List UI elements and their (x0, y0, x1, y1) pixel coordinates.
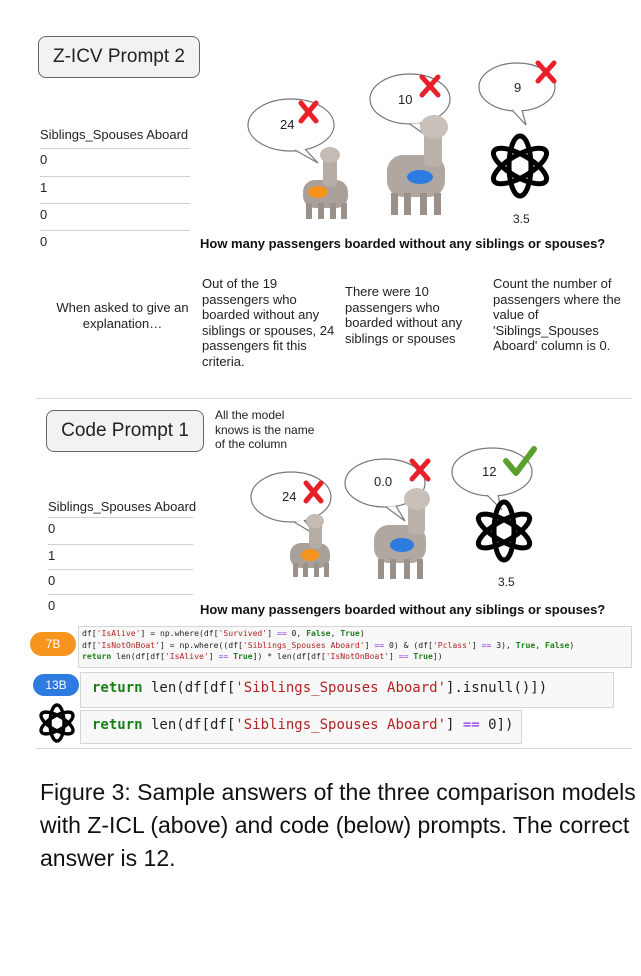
openai-logo-icon (36, 702, 78, 744)
table-row: 0 (40, 230, 190, 253)
model-badge-7b: 7B (30, 632, 76, 656)
bubble-answer-7b: 24 (282, 489, 297, 504)
answer-13b: There were 10 passengers who boarded without any siblings or spouses (345, 284, 463, 346)
column-header: Siblings_Spouses Aboard (48, 499, 197, 514)
answer-7b: Out of the 19 passengers who boarded without any siblings or spouses, 24 passengers fit this criteria. (202, 276, 335, 369)
question-text: How many passengers boarded without any siblings or spouses? (200, 236, 606, 251)
table-row: 0 (48, 569, 193, 592)
panel-divider (36, 398, 632, 399)
table-row: 1 (40, 176, 190, 199)
explain-prompt: When asked to give an explanation… (56, 300, 189, 331)
column-header: Siblings_Spouses Aboard (40, 127, 189, 142)
zicv-prompt-label: Z-ICV Prompt 2 (38, 36, 200, 78)
bubble-answer-gpt: 9 (514, 80, 522, 95)
code-7b: df['IsAlive'] = np.where(df['Survived'] == 0, False, True) df['IsNotOnBoat'] = np.where((df['Siblings_Spouses Aboard'] == 0) & (df['Pclass'] == 3), True, False) return len(df[df['IsAlive'] == True]) * len(df[df['IsNotOnBoat'] == True]) (82, 628, 575, 661)
table-row: 1 (48, 544, 193, 567)
bubble-answer-7b: 24 (280, 117, 295, 132)
table-row: 0 (40, 203, 190, 226)
openai-logo-icon (489, 136, 552, 196)
score-label: 3.5 (498, 575, 515, 589)
bubble-answer-13b: 0.0 (374, 474, 393, 489)
figure-caption: Figure 3: Sample answers of the three comparison models with Z-ICL (above) and code (below) prompts. The correct answer is 12. (40, 779, 636, 871)
model-illustration-top (200, 55, 620, 230)
bubble-answer-13b: 10 (398, 92, 413, 107)
panel-divider (36, 748, 632, 749)
model-illustration-bottom (200, 445, 620, 595)
openai-logo-icon (474, 502, 534, 560)
code-gpt: return len(df[df['Siblings_Spouses Aboard'] == 0]) (92, 717, 514, 733)
table-row: 0 (40, 148, 190, 171)
score-label: 3.5 (513, 212, 530, 226)
bubble-answer-gpt: 12 (482, 464, 497, 479)
question-text: How many passengers boarded without any siblings or spouses? (200, 602, 606, 617)
table-row: 0 (48, 594, 193, 617)
answer-gpt: Count the number of passengers where the value of 'Siblings_Spouses Aboard' column is 0. (493, 276, 621, 353)
table-row: 0 (48, 517, 193, 540)
model-note: All the model knows is the name of the column (215, 408, 315, 451)
code-13b: return len(df[df['Siblings_Spouses Aboard'].isnull()]) (92, 680, 548, 696)
code-prompt-label: Code Prompt 1 (46, 410, 204, 452)
model-badge-13b: 13B (33, 674, 79, 696)
